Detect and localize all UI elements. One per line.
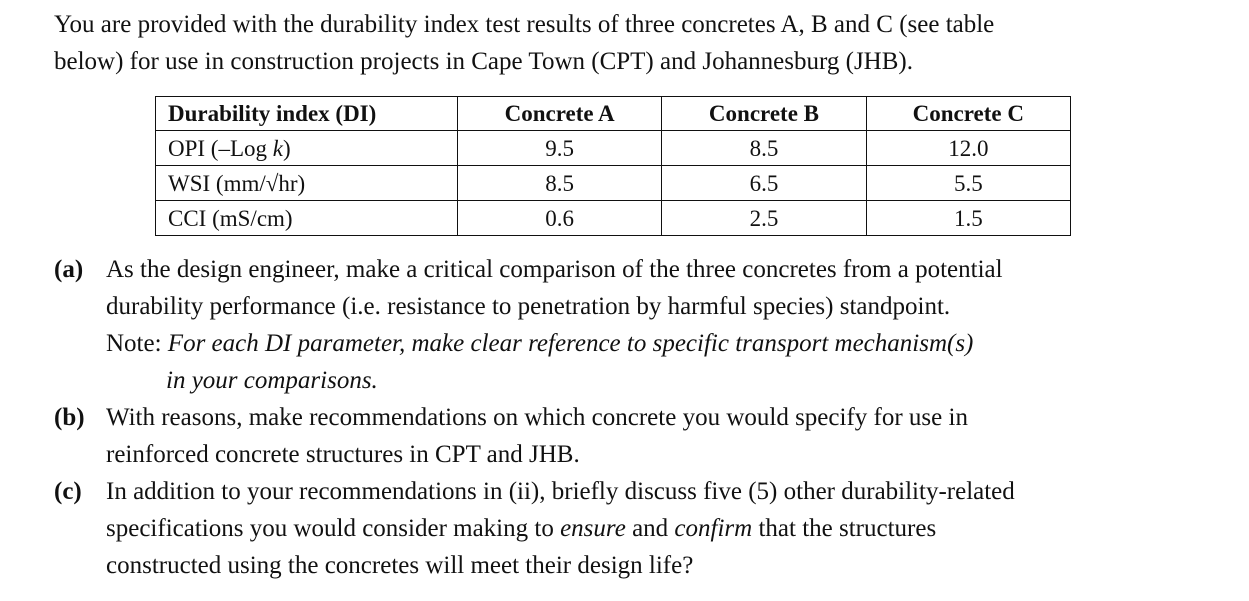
question-b-number: (b) <box>54 404 85 431</box>
question-b-line-1: With reasons, make recommendations on which concrete you would specify for use in <box>106 404 968 431</box>
header-durability-index: Durability index (DI) <box>156 97 458 131</box>
question-b <box>54 399 1174 473</box>
question-c-line-1: In addition to your recommendations in (ii), briefly discuss five (5) other durability-related <box>106 478 1015 505</box>
opi-label-text: OPI (–Log <box>168 135 273 161</box>
question-c-line-2-mid: and <box>625 515 675 542</box>
opi-label-k: k <box>272 135 283 161</box>
cci-concrete-a: 0.6 <box>457 201 661 236</box>
note-label: Note: <box>106 330 168 357</box>
question-a-line-1: As the design engineer, make a critical comparison of the three concretes from a potential <box>106 256 1003 283</box>
opi-label-end: ) <box>283 135 291 161</box>
row-label-opi <box>156 131 458 166</box>
table-row-wsi <box>156 166 1071 201</box>
header-concrete-b: Concrete B <box>662 97 866 131</box>
question-b-line-2: reinforced concrete structures in CPT and JHB. <box>106 441 580 468</box>
cci-concrete-b: 2.5 <box>662 201 866 236</box>
cci-concrete-c: 1.5 <box>866 201 1070 236</box>
opi-concrete-b: 8.5 <box>662 131 866 166</box>
row-label-cci: CCI (mS/cm) <box>156 201 458 236</box>
header-concrete-c: Concrete C <box>866 97 1070 131</box>
opi-concrete-a: 9.5 <box>457 131 661 166</box>
question-c-number: (c) <box>54 478 82 505</box>
question-c-confirm: confirm <box>674 515 753 542</box>
intro-paragraph <box>54 6 1164 80</box>
question-a-line-2: durability performance (i.e. resistance to penetration by harmful species) standpoint. <box>106 293 951 320</box>
question-c-line-3: constructed using the concretes will meet their design life? <box>106 552 694 579</box>
intro-line-1: You are provided with the durability index test results of three concretes A, B and C (see table <box>54 11 995 38</box>
table-row-opi <box>156 131 1071 166</box>
question-a-number: (a) <box>54 256 84 283</box>
question-c-line-2-pre: specifications you would consider making to <box>106 515 561 542</box>
wsi-concrete-c: 5.5 <box>866 166 1070 201</box>
durability-index-table <box>155 96 1071 236</box>
note-line-1: For each DI parameter, make clear reference to specific transport mechanism(s) <box>167 330 974 357</box>
row-label-wsi: WSI (mm/√hr) <box>156 166 458 201</box>
table-row-cci <box>156 201 1071 236</box>
questions-list <box>54 251 1174 584</box>
question-c-line-2-post: that the structures <box>752 515 937 542</box>
intro-line-2: below) for use in construction projects in Cape Town (CPT) and Johannesburg (JHB). <box>54 48 913 75</box>
question-a-note <box>106 325 1174 399</box>
wsi-concrete-b: 6.5 <box>662 166 866 201</box>
header-concrete-a: Concrete A <box>457 97 661 131</box>
table-header-row <box>156 97 1071 131</box>
wsi-concrete-a: 8.5 <box>457 166 661 201</box>
question-c-line-2 <box>106 510 1174 547</box>
note-line-2: in your comparisons. <box>166 367 378 394</box>
question-c-ensure: ensure <box>560 515 626 542</box>
question-c <box>54 473 1174 584</box>
opi-concrete-c: 12.0 <box>866 131 1070 166</box>
question-a <box>54 251 1174 399</box>
